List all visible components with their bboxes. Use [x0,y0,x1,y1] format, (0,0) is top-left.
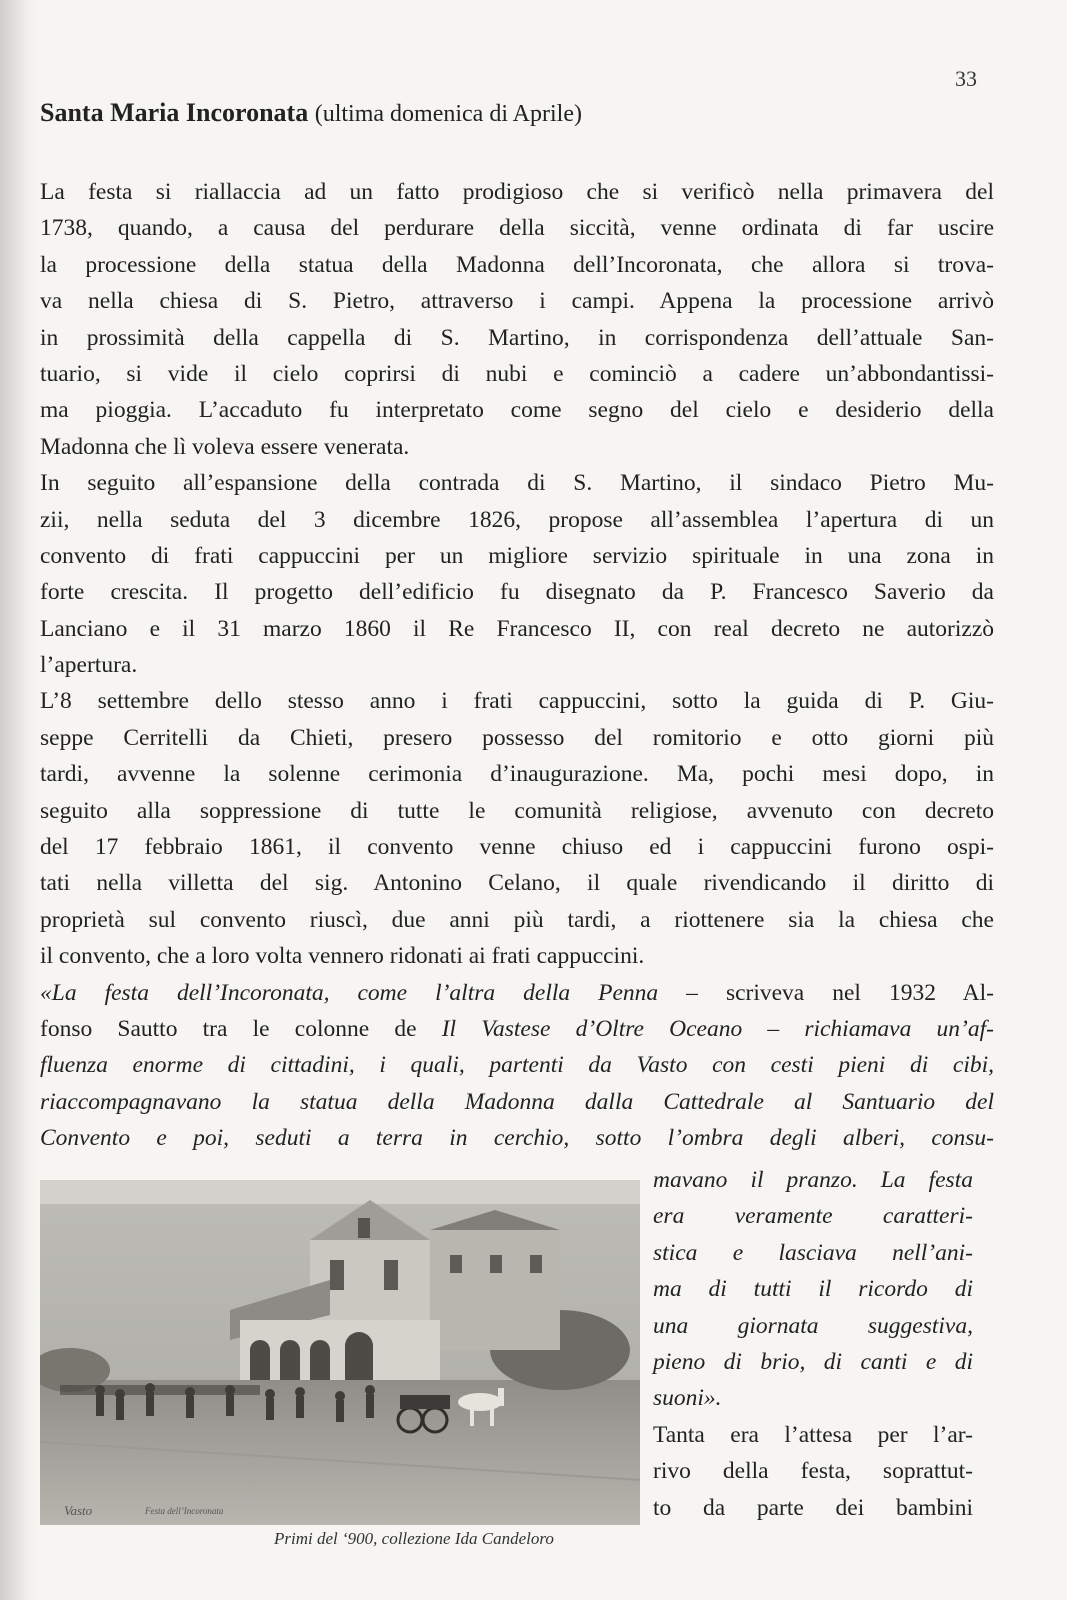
text-line: seppe Cerritelli da Chieti, presero possesso del romitorio e otto giorni più [40,724,994,751]
photo-label-left: Vasto [64,1503,93,1518]
text-line: zii, nella seduta del 3 dicembre 1826, propose all’assemblea l’apertura di un [40,506,994,533]
text-line: tati nella villetta del sig. Antonino Celano, il quale rivendicando il diritto di [40,870,994,897]
text-line: Lanciano e il 31 marzo 1860 il Re Francesco II, con real decreto ne autorizzò [40,615,994,642]
page-number: 33 [955,66,977,91]
side-line: ma di tutti il ricordo di [653,1276,973,1303]
text-line: la processione della statua della Madonna dell’Incoronata, che allora si trova- [40,251,994,278]
quote-italic: Il Vastese d’Oltre Oceano – richiamava un’af- [441,1015,994,1042]
text-line: del 17 febbraio 1861, il convento venne chiuso ed i cappuccini furono ospi- [40,834,994,861]
side-line: stica e lasciava nell’ani- [653,1239,973,1266]
side-line: mavano il pranzo. La festa [653,1167,973,1193]
photo-label-right: Festa dell’Incoronata [145,1506,224,1516]
text-line: tardi, avvenne la solenne cerimonia d’inaugurazione. Ma, pochi mesi dopo, in [40,761,994,788]
side-line: suoni». [653,1385,722,1412]
text-line: ma pioggia. L’accaduto fu interpretato come segno del cielo e desiderio della [40,397,994,424]
quote-line: fluenza enorme di cittadini, i quali, partenti da Vasto con cesti pieni di cibi, [40,1052,994,1079]
text-line: seguito alla soppressione di tutte le comunità religiose, avvenuto con decreto [40,797,994,824]
text-line: Madonna che lì voleva essere venerata. [40,433,410,460]
page-gutter-shadow [0,0,40,1600]
side-text [653,1162,973,1526]
quote-line [40,1011,994,1047]
side-line: pieno di brio, di canti e di [653,1348,973,1375]
text-line: In seguito all’espansione della contrada di S. Martino, il sindaco Pietro Mu- [40,470,994,497]
section-heading [40,98,582,128]
side-line: era veramente caratteri- [653,1203,973,1230]
side-line: to da parte dei bambini [653,1494,973,1521]
text-line: La festa si riallaccia ad un fatto prodigioso che si verificò nella primavera del [40,179,994,205]
photo-caption: Primi del ‘900, collezione Ida Candeloro [274,1529,554,1548]
text-line: convento di frati cappuccini per un migliore servizio spirituale in una zona in [40,542,994,569]
side-line: una giornata suggestiva, [653,1312,973,1339]
text-line: il convento, che a loro volta vennero ridonati ai frati cappuccini. [40,943,645,970]
text-line: tuario, si vide il cielo coprirsi di nubi e cominciò a cadere un’abbondantissi- [40,360,994,387]
body-text [40,174,994,1157]
text-line: 1738, quando, a causa del perdurare della siccità, venne ordinata di far uscire [40,215,994,242]
quote-roman: scriveva nel 1932 Al- [697,979,995,1006]
text-line: L’8 settembre dello stesso anno i frati cappuccini, sotto la guida di P. Giu- [40,688,994,715]
side-line: Tanta era l’attesa per l’ar- [653,1421,973,1448]
text-line: va nella chiesa di S. Pietro, attraverso i campi. Appena la processione arrivò [40,288,994,315]
section-subtitle: (ultima domenica di Aprile) [314,101,582,127]
photo-illustration [40,1180,640,1525]
text-line: l’apertura. [40,652,138,679]
text-line: in prossimità della cappella di S. Martino, in corrispondenza dell’attuale San- [40,324,994,351]
quote-line [40,975,994,1011]
historical-photo [40,1180,640,1525]
text-line: forte crescita. Il progetto dell’edificio fu disegnato da P. Francesco Saverio da [40,579,994,606]
quote-line: riaccompagnavano la statua della Madonna dalla Cattedrale al Santuario del [40,1088,994,1115]
quote-line: Convento e poi, seduti a terra in cerchio, sotto l’ombra degli alberi, consu- [40,1125,994,1152]
side-line: rivo della festa, soprattut- [653,1458,973,1485]
text-line: proprietà sul convento riuscì, due anni più tardi, a riottenere sia la chiesa che [40,906,994,933]
quote-roman: fonso Sautto tra le colonne de [40,1015,442,1042]
quote-italic: «La festa dell’Incoronata, come l’altra della Penna – [40,979,698,1006]
section-title: Santa Maria Incoronata [40,98,309,127]
